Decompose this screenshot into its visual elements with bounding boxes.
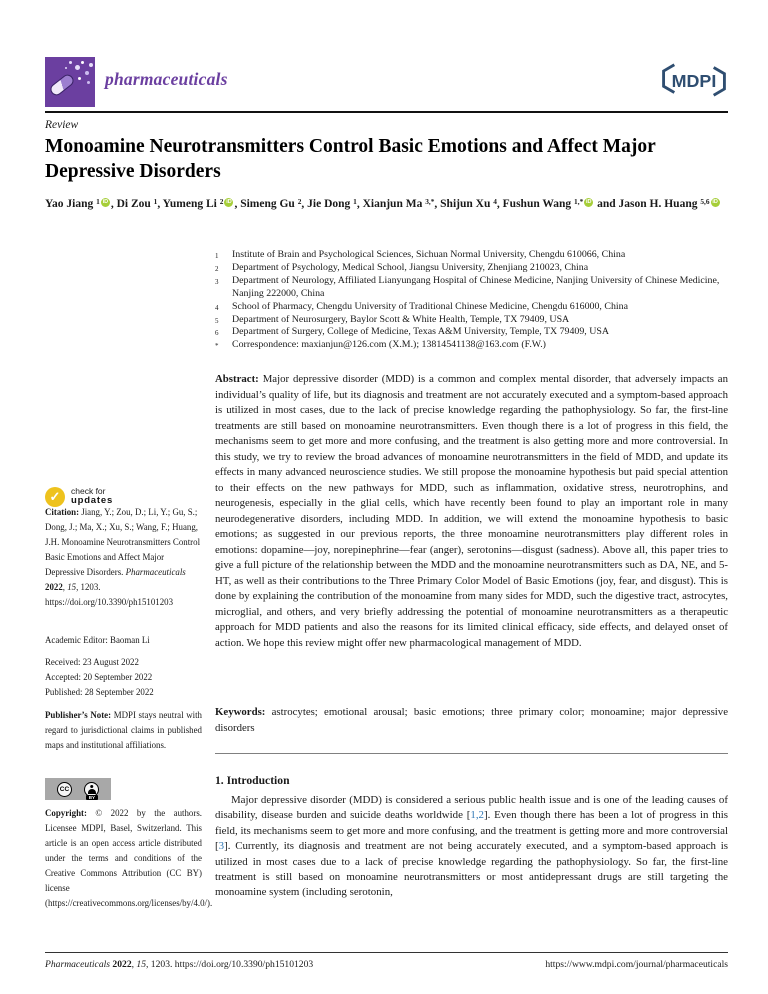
affiliation-text: School of Pharmacy, Chengdu University of Traditional Chinese Medicine, Chengdu 616000, China	[232, 300, 628, 312]
molecule-dot	[89, 63, 93, 67]
text-run: , Di Zou	[110, 198, 154, 210]
keywords-text: astrocytes; emotional arousal; basic emotions; three primary color; monoamine; major depressive disorders	[215, 706, 728, 734]
molecule-dot	[69, 61, 72, 64]
orcid-icon[interactable]: iD	[586, 199, 592, 205]
text-run: , Fushun Wang	[496, 198, 575, 210]
section-divider	[215, 753, 728, 754]
text-run: ]. Currently, its diagnosis and treatment are not being accurately executed, and a symptom-based approach is utilized in most cases due to a lack of precise knowledge regarding the pathophysiology. So far, the first-line treatment is still based on monoamine neurotransmitters or most antidepressant drugs are still targeting the monoamine system (including serotonin,	[215, 840, 728, 899]
abstract-text: Major depressive disorder (MDD) is a common and complex mental disorder, that adversely impacts an individual’s quality of life, but its diagnosis and treatment are not accurately executed and a symptom-based approach is utilized in most cases, due to the lack of precise knowledge regarding the pathophysiology. So far, the first-line treatments are still based on monoamine neurotransmitters. Even though there is a lot of progress in this field, the mechanisms seem to get more and more confusing, and the treatment is also getting more and more controversial. In this study, we try to review the broad advances of monoamine neurotransmitters in the field of MDD, and update its effects in many advanced neuroscience studies. We still propose the monoamine hypothesis but paid special attention to their effects on the new pathways for MDD, such as inflammation, oxidative stress, neurotrophins, and neurogenesis, especially in the glial cells, which have recently been found to play an important role in many neurodegenerative disorders, including MDD. In addition, we will extend the monoamine hypothesis to basic emotions; as suggested in our previous reports, the three monoamine neurotransmitters play different roles in emotions: dopamine—joy, norepinephrine—fear (anger), serotonins—disgust (sadness). Above all, this paper tries to give a full picture of the relationship between the MDD and the monoamine neurotransmitters such as DA, NE, and 5-HT, as well as their contributions to the Three Primary Color Model of Basic Emotions (joy, fear, and disgust). This is done by explaining the contribution of the monoamine from many sides for MDD, such the digestive tract, astrocytes, microglial, and others, and very briefly addressing the potential of monoamine neurotransmitters as a therapeutic approach for MDD patients and also the reasons for its limited clinical efficacy, side effects, and delayed onset of action. We hope this review might offer new pharmacological management of MDD.	[215, 373, 728, 649]
text-run: 15	[67, 582, 77, 592]
affiliation-row	[215, 275, 728, 301]
svg-text:MDPI: MDPI	[671, 71, 717, 92]
affiliation-text: Department of Neurology, Affiliated Lianyungang Hospital of Chinese Medicine, Nanjing University of Chinese Medicine, Nanjing 222000, China	[232, 274, 720, 299]
molecule-dot	[81, 61, 84, 64]
text-run: , Xianjun Ma	[356, 198, 426, 210]
published-date: Published: 28 September 2022	[45, 687, 154, 697]
text-run: 2022	[112, 959, 132, 970]
pharmaceuticals-logo[interactable]	[45, 57, 95, 107]
affiliation-number: 3	[215, 277, 219, 286]
citation-block	[45, 505, 202, 610]
mdpi-logo[interactable]	[660, 62, 728, 103]
author-list	[45, 196, 728, 214]
reference-link[interactable]: 3	[218, 840, 225, 853]
text-run: 1	[96, 196, 100, 206]
affiliation-row	[215, 249, 728, 262]
page-footer	[45, 959, 728, 970]
text-run: 5,6	[700, 196, 710, 206]
affiliation-number: 4	[215, 303, 219, 312]
orcid-icon[interactable]: iD	[712, 199, 718, 205]
check-updates-line2: updates	[71, 495, 114, 507]
text-run: ]. Even though there has been a lot of progress in this field, its mechanisms seem to get more and more confusing, and the treatment is getting more and more controversial [	[215, 809, 729, 853]
text-run: 2022	[45, 582, 63, 592]
affiliation-row	[215, 326, 728, 339]
affiliation-text: Institute of Brain and Psychological Sciences, Sichuan Normal University, Chengdu 610066, China	[232, 249, 626, 260]
orcid-icon[interactable]: iD	[226, 199, 232, 205]
check-for-updates-badge[interactable]	[45, 487, 202, 507]
check-updates-text	[71, 487, 113, 507]
text-run: MDPI stays neutral with regard to jurisdictional claims in published maps and institutional affiliations.	[45, 710, 202, 750]
text-run: , Yumeng Li	[157, 198, 220, 210]
affiliation-number: 5	[215, 316, 219, 325]
text-run: , Shijun Xu	[434, 198, 494, 210]
article-title: Monoamine Neurotransmitters Control Basic Emotions and Affect Major Depressive Disorders	[45, 136, 656, 182]
text-run: and Jason H. Huang	[594, 198, 701, 210]
correspondence-text: Correspondence: maxianjun@126.com (X.M.); 13814541138@163.com (F.W.)	[232, 339, 546, 351]
molecule-dot	[87, 81, 90, 84]
text-run: 2	[297, 196, 302, 206]
introduction-paragraph	[215, 793, 728, 901]
correspondence-marker: *	[215, 342, 219, 351]
reference-link[interactable]: 1,2	[470, 809, 484, 822]
text-run: 4	[493, 196, 497, 206]
text-run: , 1203. https://doi.org/10.3390/ph15101203	[45, 582, 174, 607]
keywords-paragraph	[215, 705, 728, 736]
molecule-dot	[78, 77, 81, 80]
header-divider	[45, 111, 728, 113]
text-run: Publisher’s Note:	[45, 710, 114, 720]
abstract-label: Abstract:	[215, 373, 259, 385]
affiliation-number: 6	[215, 329, 219, 338]
text-run: © 2022 by the authors. Licensee MDPI, Basel, Switzerland. This article is an open access article distributed under the terms and conditions of the Creative Commons Attribution (CC BY) license (https://creativecommons.org/licenses/by/4.0/).	[45, 808, 213, 908]
text-run: Pharmaceuticals	[45, 959, 113, 970]
publishers-note	[45, 708, 202, 753]
capsule-icon	[48, 72, 76, 97]
affiliation-text: Department of Psychology, Medical School, Jiangsu University, Zhenjiang 210023, China	[232, 261, 589, 273]
article-type-label: Review	[45, 119, 79, 131]
cc-icon	[57, 782, 72, 797]
by-label: BY	[86, 795, 98, 801]
affiliation-number: 1	[215, 252, 219, 260]
footer-journal-url[interactable]: https://www.mdpi.com/journal/pharmaceuticals	[545, 959, 728, 970]
journal-header	[45, 57, 728, 109]
text-run: Jiang, Y.; Zou, D.; Li, Y.; Gu, S.; Dong, J.; Ma, X.; Xu, S.; Wang, F.; Huang, J.H. Monoamine Neurotransmitters Control Basic Emotions and Affect Major Depressive Disorders.	[45, 507, 201, 577]
affiliation-text: Department of Neurosurgery, Baylor Scott & White Health, Temple, TX 79409, USA	[232, 313, 570, 325]
copyright-block	[45, 806, 213, 911]
journal-name[interactable]: pharmaceuticals	[105, 69, 228, 89]
text-run: , Jie Dong	[301, 198, 354, 210]
molecule-dot	[75, 65, 80, 70]
orcid-icon[interactable]: iD	[102, 199, 109, 205]
text-run: 1	[153, 196, 158, 206]
text-run: ,	[62, 582, 68, 592]
checkmark-icon: ✓	[45, 487, 65, 507]
accepted-date: Accepted: 20 September 2022	[45, 672, 153, 682]
keywords-label: Keywords:	[215, 706, 266, 718]
correspondence-row	[215, 339, 728, 352]
check-updates-line1: check for	[71, 486, 106, 497]
received-date: Received: 23 August 2022	[45, 657, 139, 667]
text-run: , Simeng Gu	[234, 198, 298, 210]
text-run: 2	[219, 196, 224, 206]
affiliation-text: Department of Surgery, College of Medicine, Texas A&M University, Temple, TX 79409, USA	[232, 326, 610, 338]
text-run: 1	[353, 196, 357, 206]
affiliation-number: 2	[215, 264, 219, 273]
mdpi-hexagon-icon	[660, 62, 728, 98]
text-run: , 1203. https://doi.org/10.3390/ph15101203	[146, 959, 314, 970]
molecule-dot	[65, 67, 67, 69]
molecule-dot	[85, 71, 89, 75]
footer-citation	[45, 959, 313, 970]
affiliation-row	[215, 262, 728, 275]
dates-block	[45, 655, 202, 700]
affiliation-list	[215, 249, 728, 352]
text-run: Major depressive disorder (MDD) is considered a serious public health issue and is one of the leading causes of disability, disease burden and suicide deaths worldwide [	[215, 794, 728, 822]
cc-by-license-badge[interactable]	[45, 778, 111, 800]
text-run: Copyright:	[45, 808, 96, 818]
cc-label: CC	[59, 785, 70, 793]
text-run: Citation:	[45, 507, 82, 517]
academic-editor: Academic Editor: Baoman Li	[45, 635, 150, 645]
text-run: 3,*	[425, 196, 435, 206]
affiliation-row	[215, 314, 728, 327]
text-run: Yao Jiang	[45, 198, 97, 210]
text-run: 1,*	[574, 196, 584, 206]
section-heading: 1. Introduction	[215, 774, 290, 787]
text-run: 15	[136, 959, 146, 970]
abstract-paragraph	[215, 372, 728, 651]
footer-divider	[45, 952, 728, 953]
text-run: Pharmaceuticals	[125, 567, 186, 577]
text-run: ,	[131, 959, 137, 970]
affiliation-row	[215, 301, 728, 314]
